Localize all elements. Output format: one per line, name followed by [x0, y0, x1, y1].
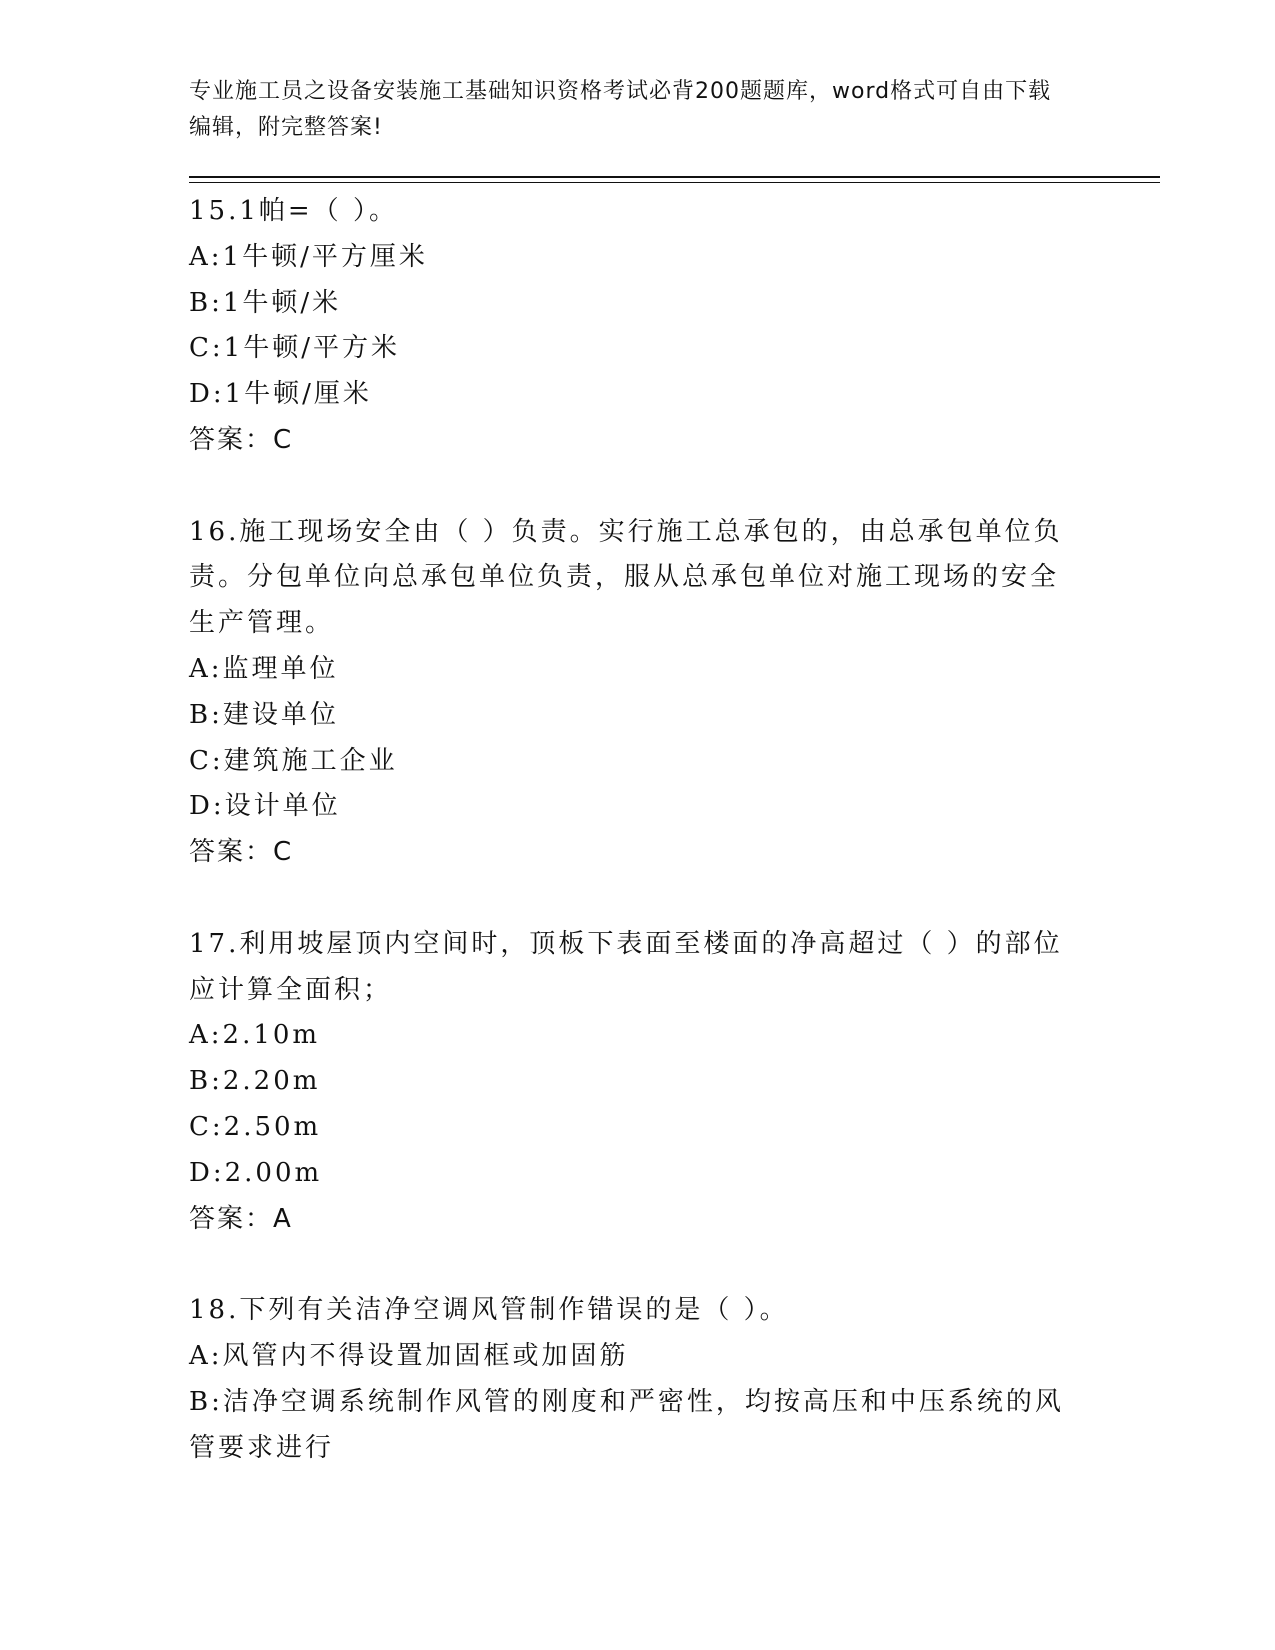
answer: 答案：A: [189, 1203, 293, 1234]
question-15: [189, 189, 1069, 464]
option-d: D:1牛顿/厘米: [189, 379, 372, 410]
option-b: B:2.20m: [189, 1066, 321, 1097]
question-18: [189, 1288, 1069, 1471]
option-d: D:设计单位: [189, 791, 341, 822]
question-stem: 15.1帕=（ ）。: [189, 196, 398, 226]
question-16: [189, 510, 1069, 876]
option-d: D:2.00m: [189, 1157, 323, 1188]
option-a: A:2.10m: [189, 1020, 321, 1051]
question-list: [189, 189, 1069, 1471]
answer: 答案：C: [189, 424, 294, 455]
answer: 答案：C: [189, 837, 294, 868]
header-divider-thick: [189, 176, 1160, 178]
option-a: A:监理单位: [189, 653, 339, 684]
question-stem: 16.施工现场安全由（ ）负责。实行施工总承包的，由总承包单位负责。分包单位向总承包单位负责，服从总承包单位对施工现场的安全生产管理。: [189, 516, 1063, 639]
option-b: B:建设单位: [189, 699, 339, 730]
question-17: [189, 922, 1069, 1243]
option-c: C:2.50m: [189, 1111, 322, 1142]
question-stem: 18.下列有关洁净空调风管制作错误的是（ ）。: [189, 1295, 789, 1326]
option-c: C:建筑施工企业: [189, 745, 398, 776]
document-header: 专业施工员之设备安装施工基础知识资格考试必背200题题库，word格式可自由下载编辑，附完整答案!: [189, 79, 1052, 140]
option-a: A:风管内不得设置加固框或加固筋: [189, 1340, 629, 1371]
option-b: B:1牛顿/米: [189, 287, 342, 318]
option-c: C:1牛顿/平方米: [189, 333, 400, 364]
option-a: A:1牛顿/平方厘米: [189, 241, 428, 272]
question-stem: 17.利用坡屋顶内空间时，顶板下表面至楼面的净高超过（ ）的部位应计算全面积；: [189, 928, 1063, 1005]
header-divider-thin: [189, 182, 1160, 183]
option-b: B:洁净空调系统制作风管的刚度和严密性，均按高压和中压系统的风管要求进行: [189, 1386, 1064, 1463]
